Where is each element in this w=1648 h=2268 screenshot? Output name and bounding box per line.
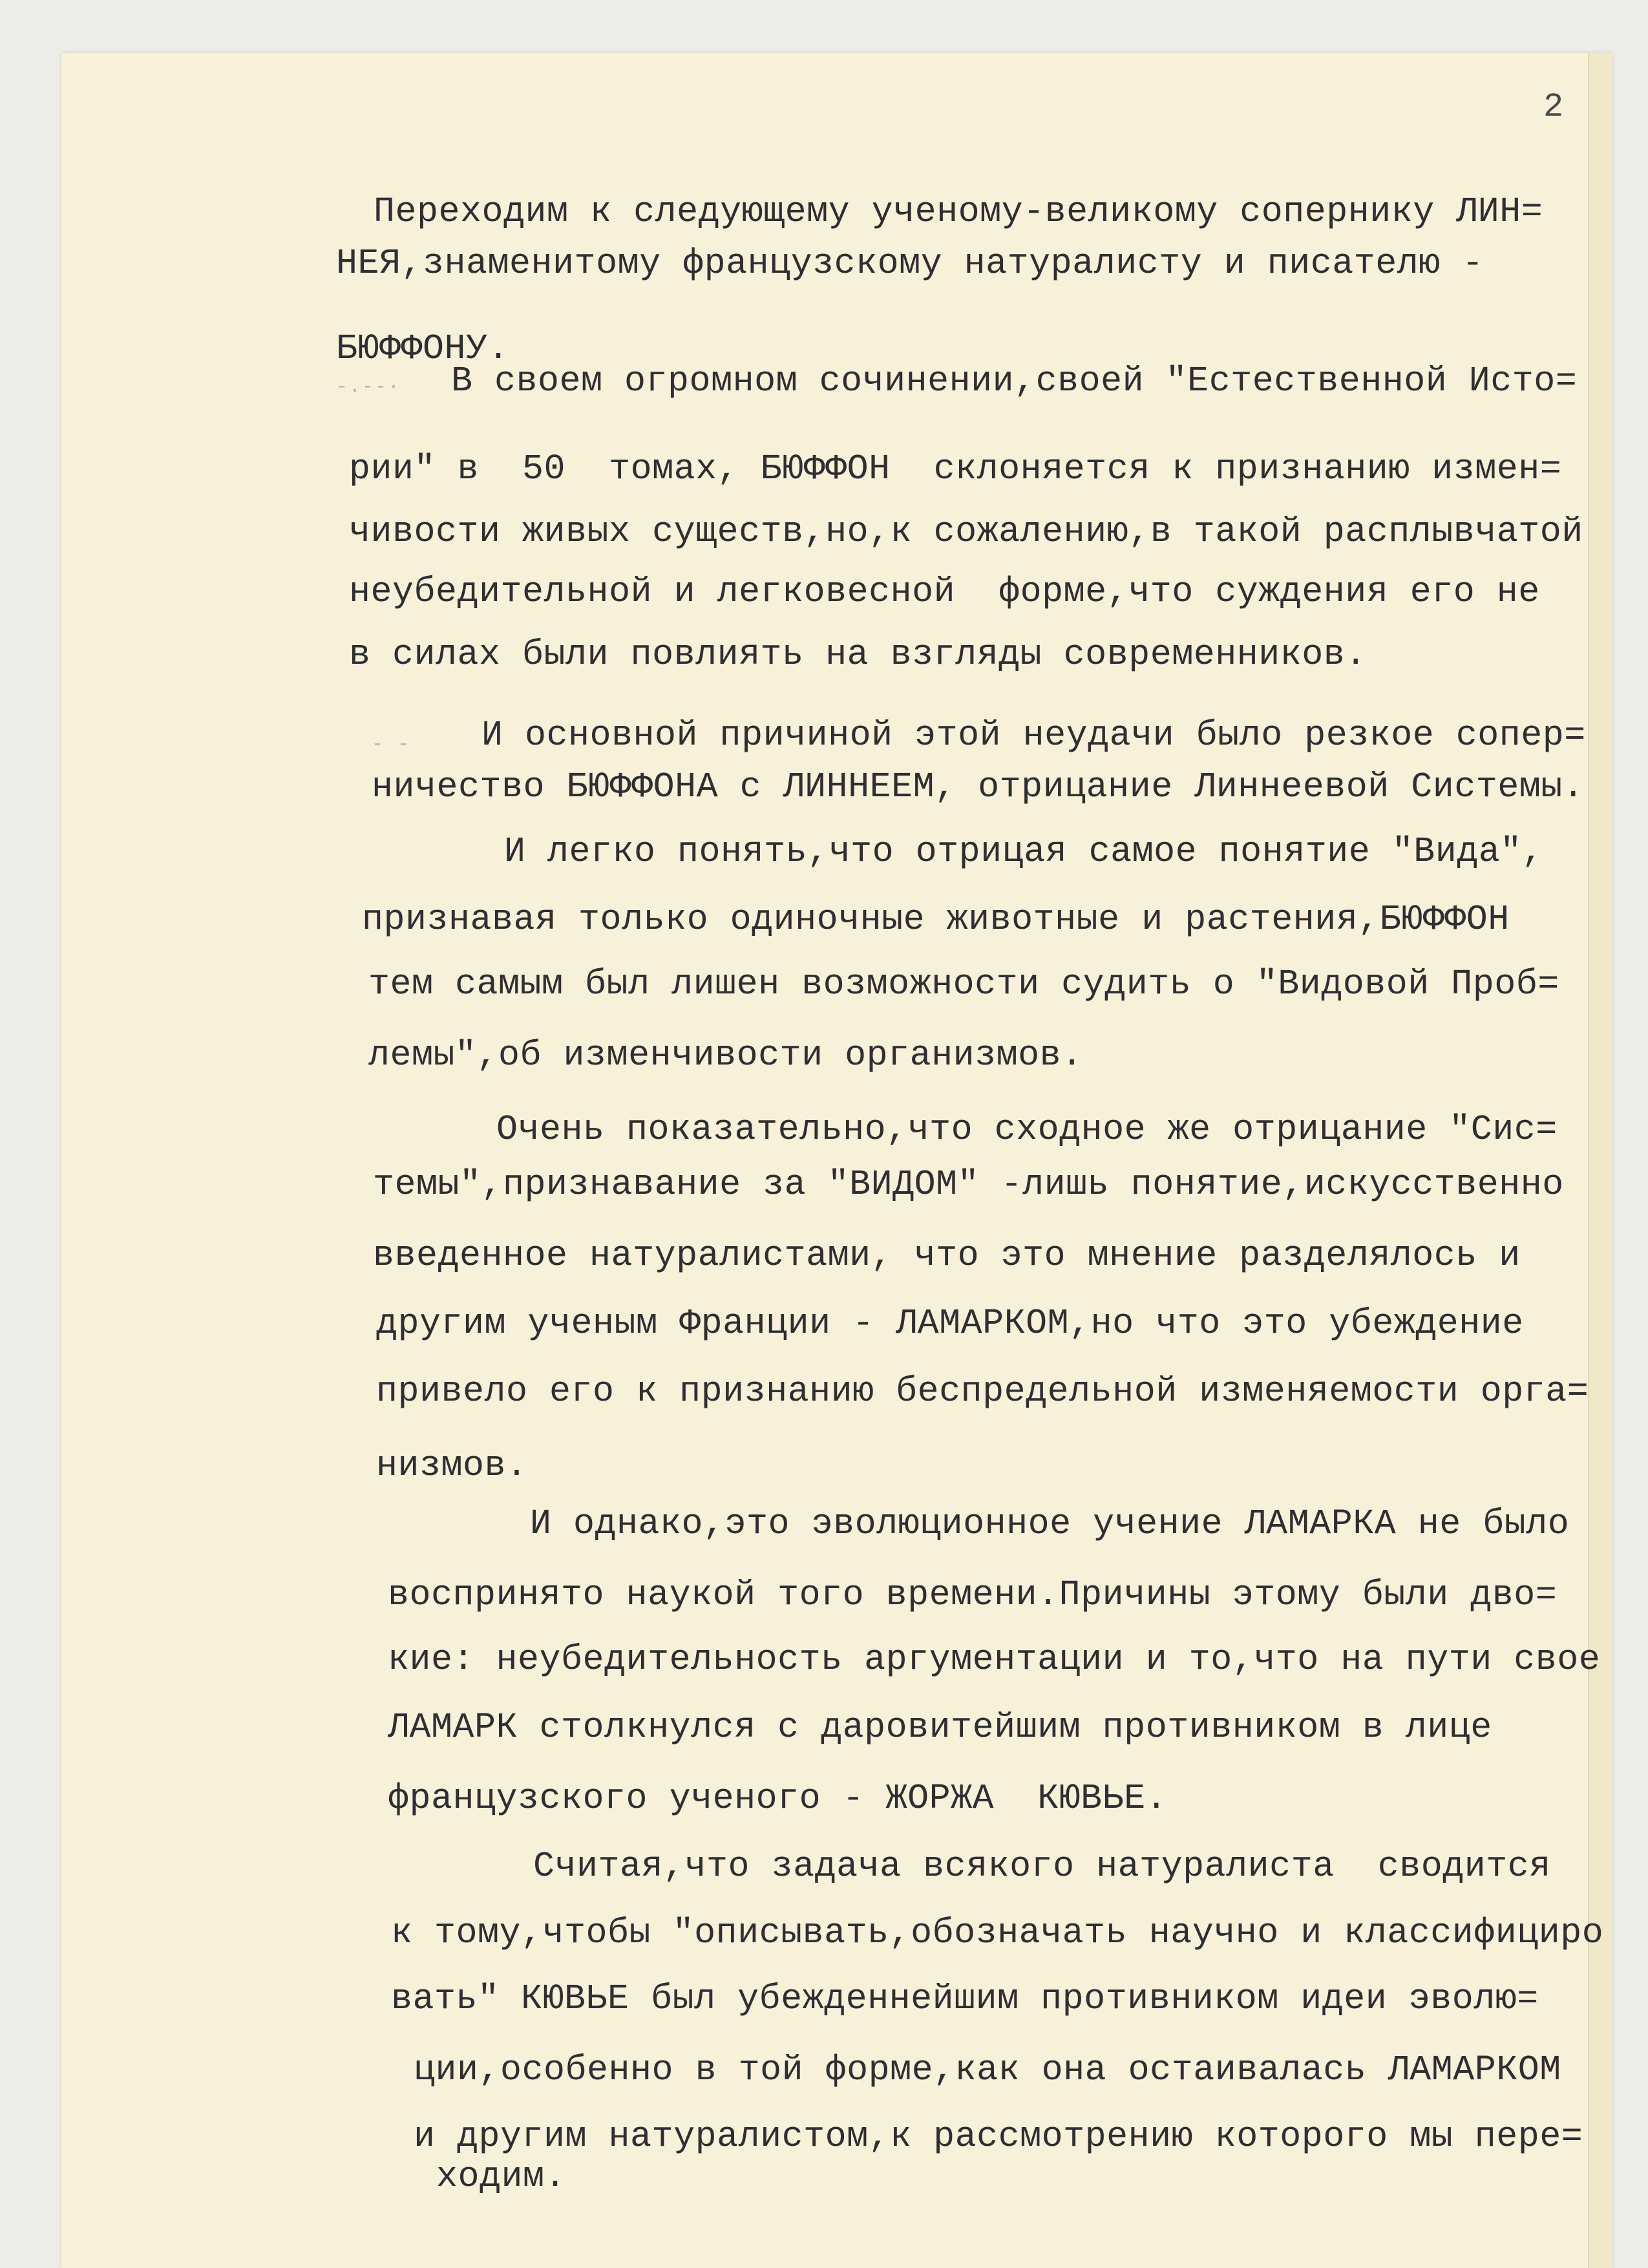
text-line: низмов. (376, 1445, 528, 1486)
page-number: 2 (1543, 88, 1564, 126)
text-line: чивости живых существ,но,к сожалению,в такой расплывчатой (349, 511, 1583, 552)
text-line: воспринято наукой того времени.Причины этому были дво= (388, 1574, 1558, 1615)
text-line: введенное натуралистами, что это мнение разделялось и (373, 1235, 1521, 1276)
text-line: Очень показательно,что сходное же отрицание "Сис= (496, 1109, 1558, 1150)
text-line: БЮФФОНУ. (336, 328, 510, 369)
text-line: неубедительной и легковесной форме,что суждения его не (349, 571, 1540, 612)
text-line: И однако,это эволюционное учение ЛАМАРКА не было (530, 1503, 1570, 1544)
text-line: другим ученым Франции - ЛАМАРКОМ,но что это убеждение (376, 1303, 1524, 1344)
text-line: ции,особенно в той форме,как она остаивалась ЛАМАРКОМ (414, 2050, 1561, 2090)
text-line: признавая только одиночные животные и растения,БЮФФОН (362, 899, 1510, 940)
text-line: НЕЯ,знаменитому французскому натуралисту и писателю - (336, 243, 1484, 284)
pencil-mark: - - (372, 734, 411, 756)
text-line: тем самым был лишен возможности судить о "Видовой Проб= (368, 964, 1559, 1004)
text-line: В своем огромном сочинении,своей "Естественной Исто= (451, 361, 1578, 401)
text-line: в силах были повлиять на взгляды современников. (349, 634, 1367, 675)
text-line: рии" в 50 томах, БЮФФОН склоняется к признанию измен= (349, 449, 1562, 489)
text-line: вать" КЮВЬЕ был убежденнейшим противником идеи эволю= (391, 1978, 1539, 2019)
text-line: И основной причиной этой неудачи было резкое сопер= (481, 715, 1586, 756)
text-line: И легко понять,что отрицая самое понятие "Вида", (504, 831, 1544, 872)
text-line: Переходим к следующему ученому-великому сопернику ЛИН= (374, 191, 1543, 232)
text-line: ничество БЮФФОНА с ЛИННЕЕМ, отрицание Линнеевой Системы. (372, 767, 1585, 807)
text-line: кие: неубедительность аргументации и то,что на пути свое (388, 1639, 1601, 1680)
text-line: привело его к признанию беспредельной изменяемости орга= (376, 1371, 1589, 1412)
text-line: лемы",об изменчивости организмов. (368, 1035, 1083, 1076)
text-line: к тому,чтобы "описывать,обозначать научно и классифициро (391, 1913, 1604, 1953)
pencil-mark: -.--· (336, 376, 401, 398)
text-line: Считая,что задача всякого натуралиста сводится (533, 1846, 1551, 1887)
text-line: ходим. (436, 2156, 567, 2197)
text-line: темы",признавание за "ВИДОМ" -лишь понятие,искусственно (373, 1164, 1564, 1205)
text-line: французского ученого - ЖОРЖА КЮВЬЕ. (388, 1778, 1168, 1819)
text-line: ЛАМАРК столкнулся с даровитейшим противником в лице (388, 1707, 1492, 1748)
text-line: и другим натуралистом,к рассмотрению которого мы пере= (414, 2116, 1583, 2157)
